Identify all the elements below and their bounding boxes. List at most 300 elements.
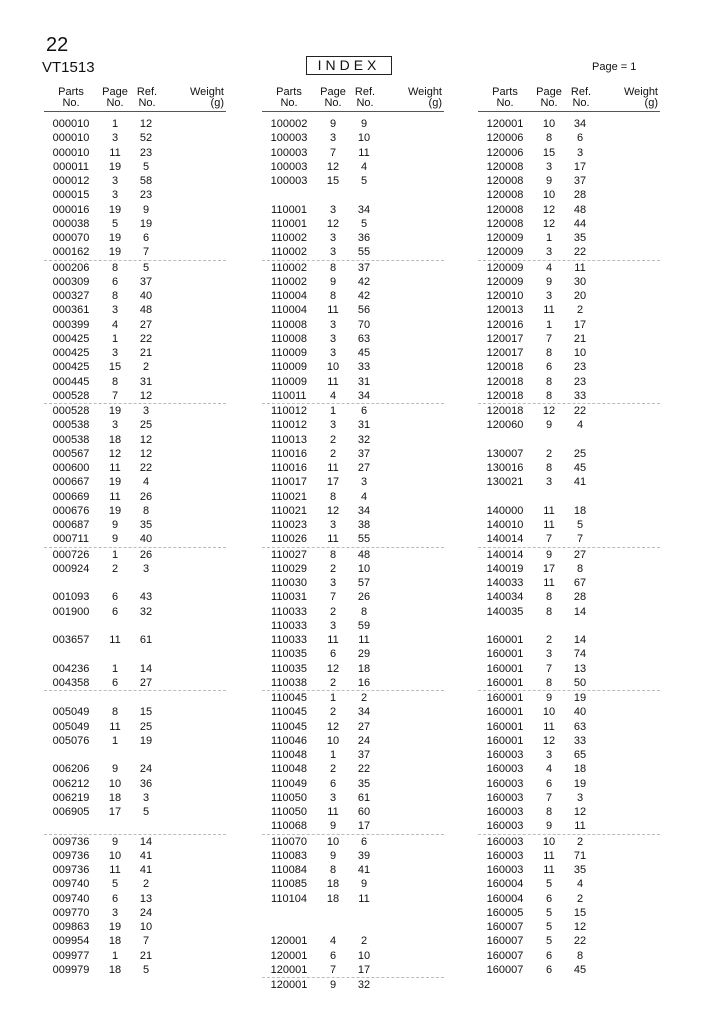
page-number-cell: 12 [108, 447, 122, 460]
table-row [478, 590, 660, 604]
table-row [262, 275, 444, 289]
page-number-cell: 19 [108, 203, 122, 216]
ref-number: 56 [357, 304, 371, 317]
ref-number: 3 [576, 791, 584, 804]
table-row [478, 906, 660, 920]
page-number-cell: 3 [545, 648, 553, 661]
ref-number: 40 [573, 706, 587, 719]
ref-number: 20 [573, 290, 587, 302]
page-number-cell: 8 [545, 676, 553, 689]
part-number: 110023 [271, 519, 307, 531]
table-row [44, 303, 226, 317]
blank-row [262, 906, 444, 920]
table-row [262, 877, 444, 891]
part-number: 160007 [486, 949, 524, 962]
part-number: 140034 [486, 591, 524, 604]
table-row [262, 619, 444, 633]
blank-row [44, 748, 226, 762]
part-number: 000010 [52, 118, 90, 130]
part-number: 000010 [52, 146, 90, 159]
table-row [262, 231, 444, 245]
table-row [262, 490, 444, 504]
page-number-cell: 15 [108, 361, 122, 374]
header-parts: Parts No. [58, 86, 84, 109]
blank-row [44, 619, 226, 633]
ref-number: 9 [142, 203, 150, 216]
part-number: 000162 [52, 246, 90, 259]
ref-number: 48 [139, 304, 153, 317]
part-number: 110008 [271, 318, 307, 331]
ref-number: 52 [139, 132, 153, 145]
page-number-cell: 8 [545, 375, 553, 388]
page-number-cell: 7 [111, 389, 119, 402]
table-row [478, 877, 660, 891]
table-row [44, 346, 226, 360]
table-row [44, 260, 226, 275]
table-row [478, 949, 660, 963]
ref-number: 19 [573, 777, 587, 790]
page-number-cell: 11 [327, 806, 339, 818]
page-number-cell: 6 [545, 963, 553, 976]
ref-number: 27 [357, 462, 371, 474]
page-number-cell: 3 [329, 577, 337, 589]
part-number: 110050 [271, 806, 307, 818]
table-row [478, 834, 660, 849]
page-number-cell: 10 [542, 835, 556, 848]
part-number: 120008 [486, 217, 524, 230]
table-row [44, 963, 226, 977]
ref-number: 58 [139, 175, 153, 187]
ref-number: 26 [139, 490, 153, 503]
table-row [478, 777, 660, 791]
page-number-cell: 2 [329, 562, 337, 575]
table-row [478, 231, 660, 245]
page-number-cell: 3 [329, 619, 337, 632]
model-code: VT1513 [42, 59, 95, 76]
page-number-cell: 11 [327, 462, 339, 474]
table-row [478, 375, 660, 389]
part-number: 110016 [271, 447, 307, 460]
table-row [478, 332, 660, 346]
part-number: 110002 [271, 275, 307, 288]
ref-number: 45 [573, 963, 587, 976]
ref-number: 50 [573, 676, 587, 689]
table-row [262, 963, 444, 977]
table-row [478, 676, 660, 690]
ref-number: 34 [357, 389, 371, 402]
part-number: 120001 [486, 118, 524, 130]
ref-number: 59 [357, 619, 371, 632]
ref-number: 8 [576, 562, 584, 575]
table-row [44, 892, 226, 906]
page-number-cell: 3 [111, 419, 119, 432]
page-number-cell: 17 [108, 806, 122, 818]
part-number: 160001 [486, 662, 524, 675]
table-row [262, 849, 444, 863]
part-number: 130007 [486, 447, 524, 460]
table-row [44, 934, 226, 948]
ref-number: 70 [357, 318, 371, 331]
page-number-cell: 5 [545, 906, 553, 919]
part-number: 120001 [270, 935, 308, 948]
part-number: 000711 [53, 533, 89, 546]
table-row [478, 819, 660, 833]
ref-number: 33 [573, 389, 587, 402]
part-number: 120018 [486, 375, 524, 388]
page-number-cell: 4 [545, 763, 553, 776]
part-number: 000425 [52, 347, 90, 359]
ref-number: 40 [139, 290, 153, 302]
ref-number: 29 [357, 648, 371, 661]
page-number-cell: 19 [108, 246, 122, 259]
ref-number: 36 [139, 777, 153, 790]
page-number-cell: 10 [542, 118, 556, 130]
table-row [262, 447, 444, 461]
page-number-cell: 11 [543, 577, 555, 589]
part-number: 110017 [271, 476, 307, 489]
part-number: 100003 [270, 146, 308, 159]
page-number-cell: 9 [329, 820, 337, 833]
part-number: 000425 [52, 361, 90, 374]
ref-number: 4 [360, 160, 368, 173]
part-number: 006905 [52, 806, 90, 818]
ref-number: 13 [139, 892, 153, 905]
part-number: 000399 [52, 318, 90, 331]
page-number-cell: 11 [327, 304, 339, 317]
page-number-cell: 11 [109, 462, 121, 474]
page-number-cell: 9 [111, 533, 119, 546]
page-number-cell: 18 [326, 892, 340, 905]
ref-number: 13 [573, 662, 587, 675]
part-number: 120018 [486, 389, 524, 402]
part-number: 120008 [486, 160, 524, 173]
part-number: 110029 [271, 562, 307, 575]
ref-number: 12 [139, 118, 153, 130]
part-number: 160005 [486, 906, 524, 919]
table-row [478, 146, 660, 160]
page-number-cell: 6 [111, 605, 119, 618]
page-number-cell: 19 [108, 476, 122, 489]
ref-number: 31 [357, 375, 371, 388]
part-number: 000010 [52, 132, 90, 145]
ref-number: 22 [139, 332, 153, 345]
table-row [478, 662, 660, 676]
part-number: 140014 [486, 548, 524, 561]
page-number-cell: 8 [111, 261, 119, 274]
part-number: 000070 [52, 232, 90, 244]
page-number-cell: 12 [542, 217, 556, 230]
page-number-cell: 3 [111, 175, 119, 187]
table-row [44, 791, 226, 805]
page-number-cell: 8 [329, 261, 337, 274]
page-number-cell: 2 [329, 433, 337, 446]
page-number-cell: 9 [111, 763, 119, 776]
part-number: 110026 [271, 533, 307, 546]
table-row [478, 805, 660, 819]
ref-number: 35 [573, 232, 587, 244]
table-row [44, 203, 226, 217]
table-row [262, 174, 444, 188]
table-row [44, 146, 226, 160]
part-number: 000528 [52, 405, 90, 417]
ref-number: 4 [142, 476, 150, 489]
table-row [44, 433, 226, 447]
ref-number: 2 [360, 692, 368, 704]
ref-number: 8 [360, 605, 368, 618]
table-row [44, 662, 226, 676]
ref-number: 5 [142, 963, 150, 976]
page-number-cell: 6 [111, 275, 119, 288]
table-row [478, 863, 660, 877]
part-number: 140000 [486, 504, 524, 517]
table-row [44, 777, 226, 791]
table-row [478, 203, 660, 217]
ref-number: 6 [360, 835, 368, 848]
header-ref: Ref. No. [136, 86, 158, 109]
part-number: 160004 [486, 892, 524, 905]
page-number-cell: 7 [545, 533, 553, 546]
page-number-cell: 9 [545, 419, 553, 432]
part-number: 000016 [52, 203, 90, 216]
table-row [262, 676, 444, 690]
table-row [262, 662, 444, 676]
ref-number: 6 [142, 232, 150, 244]
table-row [478, 720, 660, 734]
page-number-cell: 15 [542, 146, 556, 159]
ref-number: 5 [142, 261, 150, 274]
part-number: 110012 [271, 419, 307, 432]
header-parts: Parts No. [276, 86, 302, 109]
part-number: 110035 [271, 648, 307, 661]
part-number: 100003 [270, 132, 308, 145]
blank-row [478, 619, 660, 633]
ref-number: 71 [573, 849, 587, 862]
part-number: 110008 [271, 332, 307, 345]
page-number-cell: 10 [108, 777, 122, 790]
ref-number: 21 [573, 332, 587, 345]
blank-row [262, 920, 444, 934]
part-number: 130021 [486, 476, 524, 489]
part-number: 160001 [486, 648, 524, 661]
table-row [44, 418, 226, 432]
page-number-cell: 6 [545, 777, 553, 790]
page-number-cell: 11 [109, 146, 121, 159]
part-number: 120010 [486, 290, 524, 302]
table-row [44, 949, 226, 963]
ref-number: 39 [357, 849, 371, 862]
page-number-cell: 1 [111, 734, 119, 747]
index-title: INDEX [306, 56, 392, 75]
ref-number: 30 [573, 275, 587, 288]
table-row [262, 518, 444, 532]
ref-number: 63 [357, 332, 371, 345]
part-number: 120008 [486, 175, 524, 187]
page-number-cell: 5 [111, 878, 119, 891]
page-number-cell: 6 [111, 676, 119, 689]
part-number: 120006 [486, 132, 524, 145]
page-label: Page = 1 [592, 61, 637, 73]
part-number: 000011 [53, 160, 89, 173]
page-number-cell: 5 [545, 935, 553, 948]
table-row [478, 475, 660, 489]
page-number-cell: 3 [545, 246, 553, 259]
ref-number: 32 [357, 433, 371, 446]
part-number: 000206 [52, 261, 90, 274]
part-number: 160003 [486, 806, 524, 818]
table-row [262, 705, 444, 719]
header-parts: Parts No. [492, 86, 518, 109]
table-row [262, 720, 444, 734]
part-number: 160007 [486, 963, 524, 976]
ref-number: 27 [573, 548, 587, 561]
table-row [478, 318, 660, 332]
part-number: 100002 [270, 118, 308, 130]
page-number-cell: 15 [326, 175, 340, 187]
ref-number: 31 [139, 375, 153, 388]
blank-row [478, 433, 660, 447]
part-number: 110035 [271, 662, 307, 675]
part-number: 110012 [271, 405, 307, 417]
table-row [478, 389, 660, 403]
page-number-cell: 1 [111, 548, 119, 561]
page-number-cell: 8 [329, 290, 337, 302]
ref-number: 17 [357, 963, 371, 976]
part-number: 000445 [52, 375, 90, 388]
part-number: 000669 [52, 490, 90, 503]
table-row [44, 877, 226, 891]
part-number: 009954 [52, 935, 90, 948]
part-number: 160001 [486, 692, 524, 704]
ref-number: 7 [576, 533, 584, 546]
part-number: 005049 [52, 706, 90, 719]
page-number-cell: 8 [545, 605, 553, 618]
part-number: 110016 [271, 462, 307, 474]
table-row [478, 849, 660, 863]
ref-number: 2 [142, 878, 150, 891]
part-number: 110046 [271, 734, 307, 747]
page-number-cell: 8 [545, 462, 553, 474]
ref-number: 17 [573, 160, 587, 173]
ref-number: 45 [573, 462, 587, 474]
ref-number: 37 [357, 749, 371, 761]
table-row [478, 346, 660, 360]
ref-number: 18 [357, 662, 371, 675]
part-number: 120018 [486, 361, 524, 374]
page-number-cell: 8 [545, 806, 553, 818]
page-number-cell: 12 [542, 405, 556, 417]
table-row [478, 920, 660, 934]
ref-number: 37 [573, 175, 587, 187]
table-row [44, 920, 226, 934]
table-row [262, 146, 444, 160]
table-row [262, 805, 444, 819]
column-header [44, 87, 226, 112]
page-number-cell: 10 [326, 361, 340, 374]
index-column-2 [262, 87, 444, 992]
page-number-cell: 6 [545, 892, 553, 905]
table-row [478, 260, 660, 275]
header-weight: Weight (g) [189, 86, 224, 109]
part-number: 160001 [486, 634, 524, 646]
table-row [478, 892, 660, 906]
part-number: 009740 [52, 878, 90, 891]
page-number-cell: 10 [108, 849, 122, 862]
table-row [262, 892, 444, 906]
ref-number: 41 [139, 849, 153, 862]
ref-number: 19 [573, 692, 587, 704]
table-row [262, 389, 444, 403]
ref-number: 9 [360, 118, 368, 130]
ref-number: 2 [576, 892, 584, 905]
ref-number: 27 [357, 720, 371, 733]
page-number-cell: 1 [329, 692, 337, 704]
page-number-cell: 1 [111, 118, 119, 130]
table-row [44, 475, 226, 489]
header-page: Page No. [102, 86, 128, 109]
part-number: 001093 [52, 591, 90, 604]
page-number-cell: 18 [108, 433, 122, 446]
table-row [262, 777, 444, 791]
ref-number: 4 [360, 490, 368, 503]
ref-number: 25 [139, 419, 153, 432]
table-row [44, 188, 226, 202]
page-number-cell: 11 [109, 490, 121, 503]
table-row [262, 949, 444, 963]
page-number-cell: 3 [545, 749, 553, 761]
table-row [262, 762, 444, 776]
header-ref: Ref. No. [354, 86, 376, 109]
ref-number: 4 [576, 419, 584, 432]
part-number: 009736 [52, 864, 90, 876]
page-number-cell: 3 [329, 347, 337, 359]
page-number-cell: 3 [111, 132, 119, 145]
ref-number: 5 [142, 806, 150, 818]
ref-number: 10 [573, 347, 587, 359]
table-row [44, 245, 226, 259]
page-number-cell: 11 [327, 375, 339, 388]
ref-number: 9 [360, 878, 368, 891]
part-number: 110033 [271, 634, 307, 646]
table-row [262, 475, 444, 489]
page-number-cell: 3 [329, 203, 337, 216]
ref-number: 35 [139, 519, 153, 531]
table-row [478, 188, 660, 202]
table-row [478, 934, 660, 948]
ref-number: 26 [357, 591, 371, 604]
part-number: 110045 [271, 720, 307, 733]
ref-number: 31 [357, 419, 371, 432]
table-row [262, 289, 444, 303]
ref-number: 37 [357, 447, 371, 460]
ref-number: 33 [573, 734, 587, 747]
ref-number: 33 [357, 361, 371, 374]
ref-number: 6 [360, 405, 368, 417]
table-row [262, 562, 444, 576]
part-number: 160003 [486, 777, 524, 790]
ref-number: 27 [139, 318, 153, 331]
page-number-cell: 19 [108, 160, 122, 173]
table-row [478, 748, 660, 762]
page-number-cell: 10 [542, 706, 556, 719]
part-number: 100003 [270, 160, 308, 173]
table-row [478, 605, 660, 619]
column-header [478, 87, 660, 112]
ref-number: 23 [573, 361, 587, 374]
part-number: 110002 [271, 246, 307, 259]
part-number: 009863 [52, 921, 90, 933]
table-row [44, 332, 226, 346]
table-row [262, 203, 444, 217]
